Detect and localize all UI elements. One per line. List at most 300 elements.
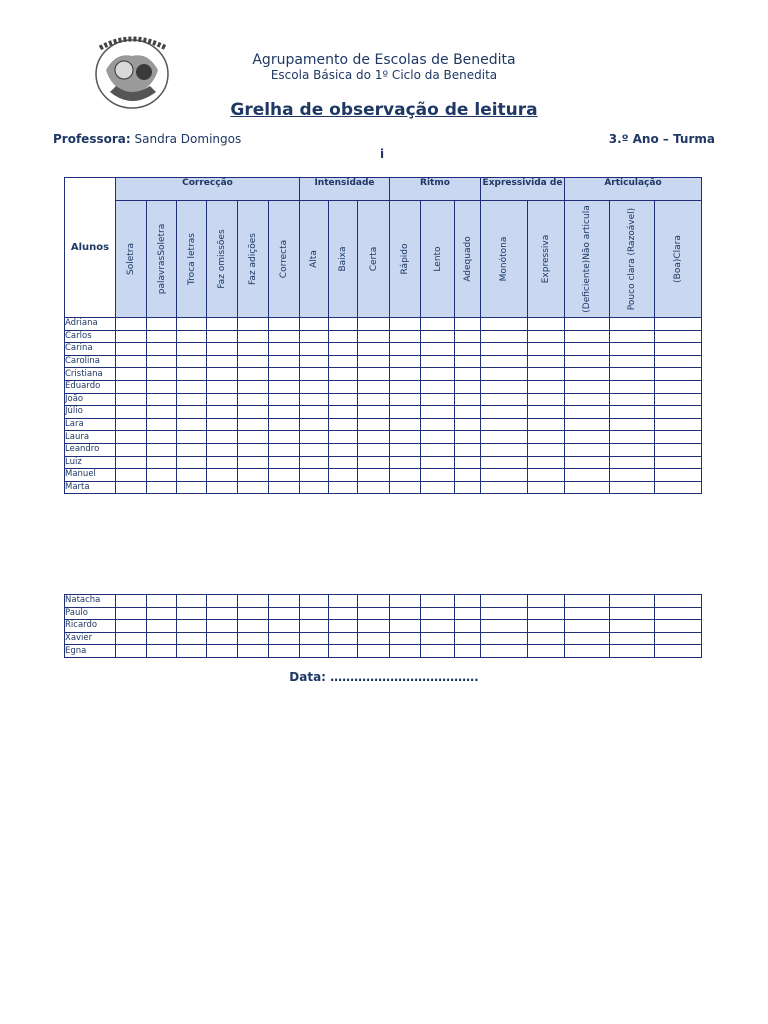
observation-cell[interactable] <box>610 456 655 469</box>
observation-cell[interactable] <box>300 393 329 406</box>
observation-cell[interactable] <box>116 406 147 419</box>
observation-cell[interactable] <box>421 632 455 645</box>
observation-cell[interactable] <box>358 318 390 331</box>
observation-cell[interactable] <box>177 406 207 419</box>
observation-cell[interactable] <box>358 380 390 393</box>
observation-cell[interactable] <box>177 393 207 406</box>
observation-cell[interactable] <box>528 368 565 381</box>
observation-cell[interactable] <box>329 645 358 658</box>
observation-cell[interactable] <box>528 431 565 444</box>
observation-cell[interactable] <box>421 443 455 456</box>
observation-cell[interactable] <box>455 456 481 469</box>
observation-cell[interactable] <box>610 318 655 331</box>
observation-cell[interactable] <box>238 318 269 331</box>
observation-cell[interactable] <box>329 368 358 381</box>
observation-cell[interactable] <box>565 355 610 368</box>
observation-cell[interactable] <box>455 595 481 608</box>
observation-cell[interactable] <box>177 645 207 658</box>
observation-cell[interactable] <box>528 330 565 343</box>
observation-cell[interactable] <box>116 431 147 444</box>
observation-cell[interactable] <box>655 318 702 331</box>
observation-cell[interactable] <box>207 343 238 356</box>
observation-cell[interactable] <box>358 443 390 456</box>
observation-cell[interactable] <box>116 368 147 381</box>
observation-cell[interactable] <box>116 645 147 658</box>
observation-cell[interactable] <box>358 632 390 645</box>
observation-cell[interactable] <box>528 632 565 645</box>
observation-cell[interactable] <box>177 368 207 381</box>
observation-cell[interactable] <box>329 343 358 356</box>
observation-cell[interactable] <box>421 393 455 406</box>
observation-cell[interactable] <box>655 418 702 431</box>
observation-cell[interactable] <box>655 456 702 469</box>
observation-cell[interactable] <box>329 418 358 431</box>
observation-cell[interactable] <box>358 330 390 343</box>
observation-cell[interactable] <box>329 318 358 331</box>
observation-cell[interactable] <box>238 443 269 456</box>
date-field[interactable]: Data: ………………………………. <box>289 670 479 684</box>
observation-cell[interactable] <box>565 595 610 608</box>
observation-cell[interactable] <box>238 343 269 356</box>
observation-cell[interactable] <box>329 406 358 419</box>
observation-cell[interactable] <box>565 645 610 658</box>
observation-cell[interactable] <box>455 431 481 444</box>
observation-cell[interactable] <box>207 355 238 368</box>
observation-cell[interactable] <box>565 469 610 482</box>
observation-cell[interactable] <box>177 632 207 645</box>
observation-cell[interactable] <box>358 431 390 444</box>
observation-cell[interactable] <box>147 620 177 633</box>
observation-cell[interactable] <box>481 355 528 368</box>
observation-cell[interactable] <box>390 431 421 444</box>
observation-cell[interactable] <box>455 368 481 381</box>
observation-cell[interactable] <box>238 481 269 494</box>
observation-cell[interactable] <box>565 343 610 356</box>
observation-cell[interactable] <box>655 481 702 494</box>
observation-cell[interactable] <box>528 418 565 431</box>
observation-cell[interactable] <box>610 355 655 368</box>
observation-cell[interactable] <box>390 330 421 343</box>
observation-cell[interactable] <box>565 443 610 456</box>
observation-cell[interactable] <box>610 632 655 645</box>
observation-cell[interactable] <box>177 418 207 431</box>
observation-cell[interactable] <box>565 318 610 331</box>
observation-cell[interactable] <box>358 645 390 658</box>
observation-cell[interactable] <box>455 330 481 343</box>
observation-cell[interactable] <box>147 380 177 393</box>
observation-cell[interactable] <box>610 343 655 356</box>
observation-cell[interactable] <box>329 443 358 456</box>
observation-cell[interactable] <box>455 318 481 331</box>
observation-cell[interactable] <box>116 481 147 494</box>
observation-cell[interactable] <box>421 355 455 368</box>
observation-cell[interactable] <box>238 620 269 633</box>
observation-cell[interactable] <box>147 343 177 356</box>
observation-cell[interactable] <box>455 443 481 456</box>
observation-cell[interactable] <box>455 418 481 431</box>
observation-cell[interactable] <box>116 343 147 356</box>
observation-cell[interactable] <box>300 355 329 368</box>
observation-cell[interactable] <box>147 645 177 658</box>
observation-cell[interactable] <box>116 607 147 620</box>
observation-cell[interactable] <box>655 343 702 356</box>
observation-cell[interactable] <box>300 318 329 331</box>
observation-cell[interactable] <box>481 632 528 645</box>
observation-cell[interactable] <box>329 481 358 494</box>
observation-cell[interactable] <box>528 380 565 393</box>
observation-cell[interactable] <box>177 456 207 469</box>
observation-cell[interactable] <box>528 355 565 368</box>
observation-cell[interactable] <box>610 380 655 393</box>
observation-cell[interactable] <box>116 443 147 456</box>
observation-cell[interactable] <box>481 393 528 406</box>
observation-cell[interactable] <box>269 406 300 419</box>
observation-cell[interactable] <box>177 443 207 456</box>
observation-cell[interactable] <box>269 595 300 608</box>
observation-cell[interactable] <box>177 431 207 444</box>
observation-cell[interactable] <box>390 469 421 482</box>
observation-cell[interactable] <box>269 645 300 658</box>
observation-cell[interactable] <box>421 418 455 431</box>
observation-cell[interactable] <box>655 645 702 658</box>
observation-cell[interactable] <box>300 595 329 608</box>
observation-cell[interactable] <box>358 355 390 368</box>
observation-cell[interactable] <box>565 393 610 406</box>
observation-cell[interactable] <box>390 481 421 494</box>
observation-cell[interactable] <box>655 431 702 444</box>
observation-cell[interactable] <box>655 330 702 343</box>
observation-cell[interactable] <box>238 632 269 645</box>
observation-cell[interactable] <box>421 318 455 331</box>
observation-cell[interactable] <box>177 380 207 393</box>
observation-cell[interactable] <box>207 481 238 494</box>
observation-cell[interactable] <box>421 368 455 381</box>
observation-cell[interactable] <box>116 469 147 482</box>
observation-cell[interactable] <box>116 620 147 633</box>
observation-cell[interactable] <box>358 595 390 608</box>
observation-cell[interactable] <box>147 481 177 494</box>
observation-cell[interactable] <box>269 393 300 406</box>
observation-cell[interactable] <box>269 469 300 482</box>
observation-cell[interactable] <box>390 607 421 620</box>
observation-cell[interactable] <box>238 645 269 658</box>
observation-cell[interactable] <box>565 456 610 469</box>
observation-cell[interactable] <box>300 418 329 431</box>
observation-cell[interactable] <box>329 620 358 633</box>
observation-cell[interactable] <box>565 620 610 633</box>
observation-cell[interactable] <box>390 443 421 456</box>
observation-cell[interactable] <box>610 330 655 343</box>
observation-cell[interactable] <box>528 406 565 419</box>
observation-cell[interactable] <box>610 607 655 620</box>
observation-cell[interactable] <box>421 607 455 620</box>
observation-cell[interactable] <box>528 620 565 633</box>
observation-cell[interactable] <box>207 380 238 393</box>
observation-cell[interactable] <box>300 330 329 343</box>
observation-cell[interactable] <box>528 343 565 356</box>
observation-cell[interactable] <box>610 481 655 494</box>
observation-cell[interactable] <box>481 620 528 633</box>
observation-cell[interactable] <box>481 343 528 356</box>
observation-cell[interactable] <box>421 645 455 658</box>
observation-cell[interactable] <box>207 406 238 419</box>
observation-cell[interactable] <box>300 443 329 456</box>
observation-cell[interactable] <box>269 318 300 331</box>
observation-cell[interactable] <box>269 481 300 494</box>
observation-cell[interactable] <box>481 418 528 431</box>
observation-cell[interactable] <box>300 343 329 356</box>
observation-cell[interactable] <box>207 330 238 343</box>
observation-cell[interactable] <box>481 318 528 331</box>
observation-cell[interactable] <box>147 632 177 645</box>
observation-cell[interactable] <box>269 431 300 444</box>
observation-cell[interactable] <box>116 355 147 368</box>
observation-cell[interactable] <box>481 368 528 381</box>
observation-cell[interactable] <box>421 469 455 482</box>
observation-cell[interactable] <box>390 355 421 368</box>
observation-cell[interactable] <box>177 481 207 494</box>
observation-cell[interactable] <box>116 330 147 343</box>
observation-cell[interactable] <box>238 469 269 482</box>
observation-cell[interactable] <box>455 406 481 419</box>
observation-cell[interactable] <box>147 607 177 620</box>
observation-cell[interactable] <box>421 481 455 494</box>
observation-cell[interactable] <box>565 632 610 645</box>
observation-cell[interactable] <box>481 645 528 658</box>
observation-cell[interactable] <box>116 418 147 431</box>
observation-cell[interactable] <box>147 393 177 406</box>
observation-cell[interactable] <box>528 481 565 494</box>
observation-cell[interactable] <box>207 318 238 331</box>
observation-cell[interactable] <box>329 607 358 620</box>
observation-cell[interactable] <box>528 607 565 620</box>
observation-cell[interactable] <box>528 595 565 608</box>
observation-cell[interactable] <box>147 595 177 608</box>
observation-cell[interactable] <box>300 481 329 494</box>
observation-cell[interactable] <box>610 620 655 633</box>
observation-cell[interactable] <box>300 380 329 393</box>
observation-cell[interactable] <box>300 406 329 419</box>
observation-cell[interactable] <box>481 431 528 444</box>
observation-cell[interactable] <box>455 645 481 658</box>
observation-cell[interactable] <box>655 443 702 456</box>
observation-cell[interactable] <box>455 632 481 645</box>
observation-cell[interactable] <box>207 393 238 406</box>
observation-cell[interactable] <box>147 330 177 343</box>
observation-cell[interactable] <box>147 443 177 456</box>
observation-cell[interactable] <box>421 595 455 608</box>
observation-cell[interactable] <box>390 406 421 419</box>
observation-cell[interactable] <box>358 343 390 356</box>
observation-cell[interactable] <box>207 607 238 620</box>
observation-cell[interactable] <box>147 431 177 444</box>
observation-cell[interactable] <box>238 368 269 381</box>
observation-cell[interactable] <box>147 418 177 431</box>
observation-cell[interactable] <box>455 393 481 406</box>
observation-cell[interactable] <box>655 607 702 620</box>
observation-cell[interactable] <box>238 406 269 419</box>
observation-cell[interactable] <box>358 620 390 633</box>
observation-cell[interactable] <box>421 456 455 469</box>
observation-cell[interactable] <box>269 355 300 368</box>
observation-cell[interactable] <box>421 343 455 356</box>
observation-cell[interactable] <box>300 645 329 658</box>
observation-cell[interactable] <box>390 368 421 381</box>
observation-cell[interactable] <box>269 418 300 431</box>
observation-cell[interactable] <box>269 620 300 633</box>
observation-cell[interactable] <box>421 431 455 444</box>
observation-cell[interactable] <box>329 380 358 393</box>
observation-cell[interactable] <box>565 431 610 444</box>
observation-cell[interactable] <box>177 595 207 608</box>
observation-cell[interactable] <box>390 318 421 331</box>
observation-cell[interactable] <box>147 368 177 381</box>
observation-cell[interactable] <box>147 456 177 469</box>
observation-cell[interactable] <box>610 645 655 658</box>
observation-cell[interactable] <box>116 393 147 406</box>
observation-cell[interactable] <box>329 469 358 482</box>
observation-cell[interactable] <box>329 355 358 368</box>
observation-cell[interactable] <box>655 469 702 482</box>
observation-cell[interactable] <box>610 443 655 456</box>
observation-cell[interactable] <box>300 607 329 620</box>
observation-cell[interactable] <box>269 380 300 393</box>
observation-cell[interactable] <box>238 418 269 431</box>
observation-cell[interactable] <box>329 456 358 469</box>
observation-cell[interactable] <box>528 393 565 406</box>
observation-cell[interactable] <box>269 330 300 343</box>
observation-cell[interactable] <box>481 443 528 456</box>
observation-cell[interactable] <box>269 343 300 356</box>
observation-cell[interactable] <box>358 368 390 381</box>
observation-cell[interactable] <box>358 393 390 406</box>
observation-cell[interactable] <box>358 456 390 469</box>
observation-cell[interactable] <box>481 607 528 620</box>
observation-cell[interactable] <box>421 330 455 343</box>
observation-cell[interactable] <box>358 406 390 419</box>
observation-cell[interactable] <box>207 443 238 456</box>
observation-cell[interactable] <box>207 645 238 658</box>
observation-cell[interactable] <box>655 380 702 393</box>
observation-cell[interactable] <box>655 355 702 368</box>
observation-cell[interactable] <box>481 380 528 393</box>
observation-cell[interactable] <box>528 456 565 469</box>
observation-cell[interactable] <box>329 393 358 406</box>
observation-cell[interactable] <box>358 607 390 620</box>
observation-cell[interactable] <box>177 330 207 343</box>
observation-cell[interactable] <box>655 406 702 419</box>
observation-cell[interactable] <box>238 355 269 368</box>
observation-cell[interactable] <box>421 380 455 393</box>
observation-cell[interactable] <box>238 456 269 469</box>
observation-cell[interactable] <box>177 620 207 633</box>
observation-cell[interactable] <box>390 620 421 633</box>
observation-cell[interactable] <box>610 418 655 431</box>
observation-cell[interactable] <box>177 355 207 368</box>
observation-cell[interactable] <box>207 632 238 645</box>
observation-cell[interactable] <box>390 393 421 406</box>
observation-cell[interactable] <box>455 481 481 494</box>
observation-cell[interactable] <box>269 607 300 620</box>
observation-cell[interactable] <box>269 632 300 645</box>
observation-cell[interactable] <box>565 330 610 343</box>
observation-cell[interactable] <box>565 406 610 419</box>
observation-cell[interactable] <box>455 343 481 356</box>
observation-cell[interactable] <box>528 469 565 482</box>
observation-cell[interactable] <box>655 595 702 608</box>
observation-cell[interactable] <box>655 368 702 381</box>
observation-cell[interactable] <box>300 632 329 645</box>
observation-cell[interactable] <box>390 632 421 645</box>
observation-cell[interactable] <box>329 595 358 608</box>
observation-cell[interactable] <box>177 318 207 331</box>
observation-cell[interactable] <box>358 469 390 482</box>
observation-cell[interactable] <box>329 330 358 343</box>
observation-cell[interactable] <box>300 469 329 482</box>
observation-cell[interactable] <box>269 368 300 381</box>
observation-cell[interactable] <box>455 620 481 633</box>
observation-cell[interactable] <box>116 380 147 393</box>
observation-cell[interactable] <box>565 607 610 620</box>
observation-cell[interactable] <box>481 406 528 419</box>
observation-cell[interactable] <box>390 380 421 393</box>
observation-cell[interactable] <box>116 595 147 608</box>
observation-cell[interactable] <box>390 595 421 608</box>
observation-cell[interactable] <box>481 595 528 608</box>
observation-cell[interactable] <box>207 368 238 381</box>
observation-cell[interactable] <box>390 645 421 658</box>
observation-cell[interactable] <box>300 456 329 469</box>
observation-cell[interactable] <box>390 456 421 469</box>
observation-cell[interactable] <box>329 632 358 645</box>
observation-cell[interactable] <box>390 418 421 431</box>
observation-cell[interactable] <box>300 368 329 381</box>
observation-cell[interactable] <box>329 431 358 444</box>
observation-cell[interactable] <box>238 393 269 406</box>
observation-cell[interactable] <box>238 431 269 444</box>
observation-cell[interactable] <box>207 456 238 469</box>
observation-cell[interactable] <box>238 330 269 343</box>
observation-cell[interactable] <box>238 595 269 608</box>
observation-cell[interactable] <box>390 343 421 356</box>
observation-cell[interactable] <box>238 380 269 393</box>
observation-cell[interactable] <box>481 330 528 343</box>
observation-cell[interactable] <box>116 318 147 331</box>
observation-cell[interactable] <box>207 620 238 633</box>
observation-cell[interactable] <box>610 393 655 406</box>
observation-cell[interactable] <box>300 620 329 633</box>
observation-cell[interactable] <box>358 481 390 494</box>
observation-cell[interactable] <box>147 318 177 331</box>
observation-cell[interactable] <box>207 595 238 608</box>
observation-cell[interactable] <box>655 620 702 633</box>
observation-cell[interactable] <box>528 318 565 331</box>
observation-cell[interactable] <box>269 443 300 456</box>
observation-cell[interactable] <box>455 469 481 482</box>
observation-cell[interactable] <box>565 418 610 431</box>
observation-cell[interactable] <box>610 368 655 381</box>
observation-cell[interactable] <box>421 406 455 419</box>
observation-cell[interactable] <box>177 469 207 482</box>
observation-cell[interactable] <box>655 632 702 645</box>
observation-cell[interactable] <box>481 456 528 469</box>
observation-cell[interactable] <box>455 380 481 393</box>
observation-cell[interactable] <box>300 431 329 444</box>
observation-cell[interactable] <box>177 607 207 620</box>
observation-cell[interactable] <box>238 607 269 620</box>
observation-cell[interactable] <box>528 645 565 658</box>
observation-cell[interactable] <box>177 343 207 356</box>
